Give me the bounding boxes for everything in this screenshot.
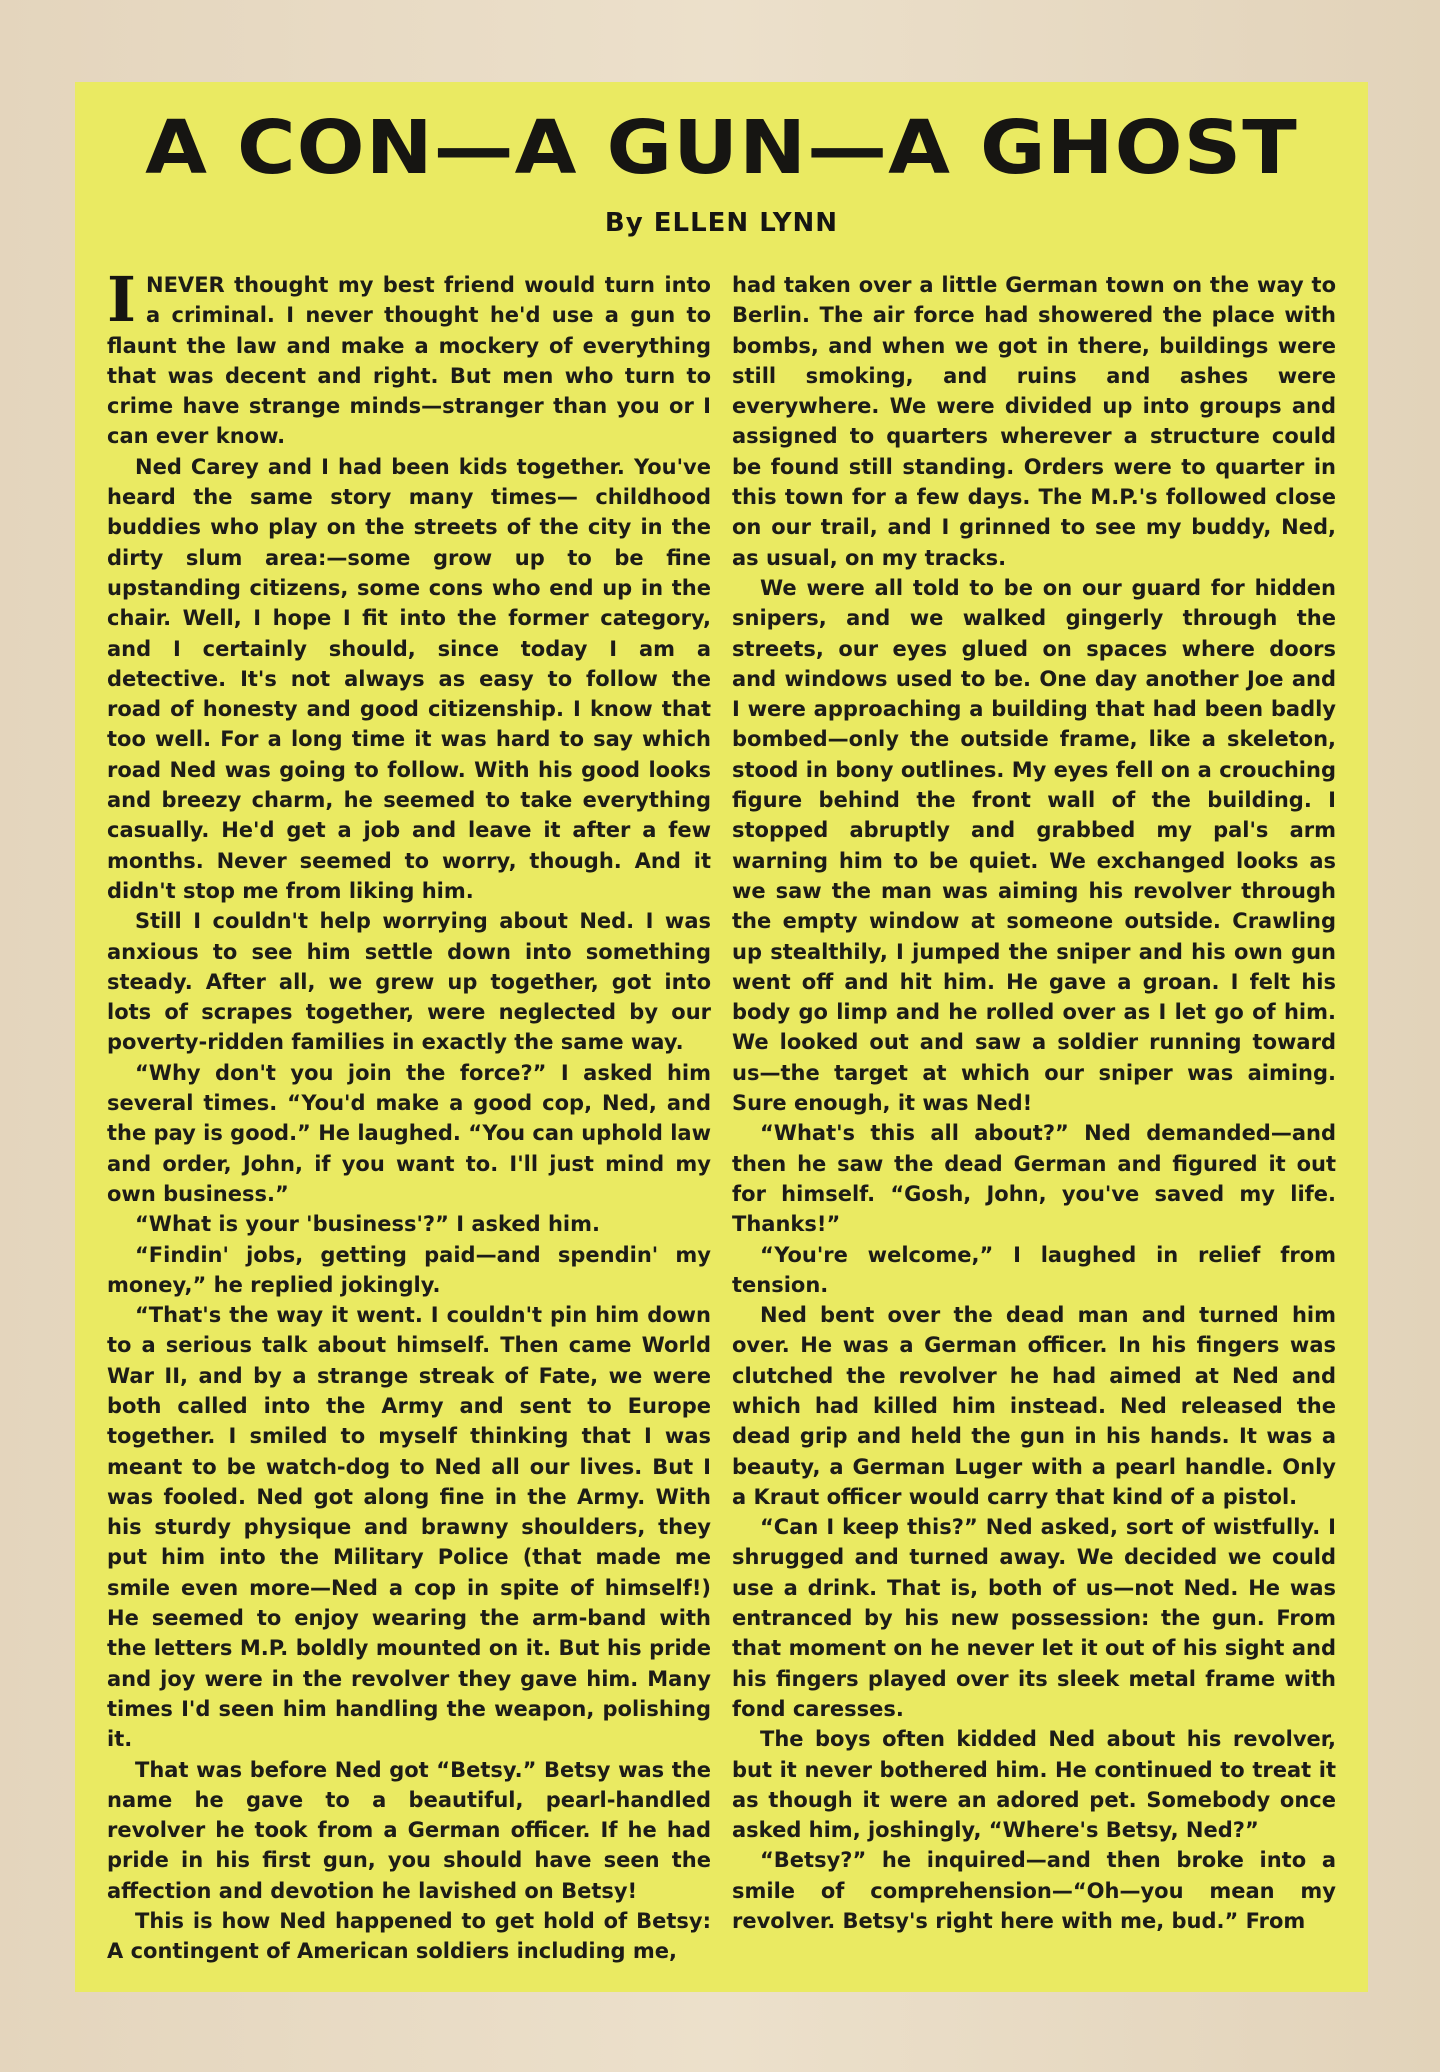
article-paragraph: had taken over a little German town on the way to Berlin. The air force had showered the place with bombs, and when we got in there, buildings were still smoking, and ruins and ashes were everywhere. We were divided up into groups and assigned to quarters wherever a structure could be found still standing. Orders were to quarter in this town for a few days. The M.P.'s followed close on our trail, and I grinned to see my buddy, Ned, as usual, on my tracks. bbox=[732, 273, 1336, 570]
article-paragraph: That was before Ned got “Betsy.” Betsy was the name he gave to a beautiful, pearl-handled revolver he took from a German officer. If he had pride in his first gun, you should have seen the affection and devotion he lavished on Betsy! bbox=[107, 1757, 711, 1903]
article-columns bbox=[107, 263, 1336, 1967]
article-paragraph: “That's the way it went. I couldn't pin him down to a serious talk about himself. Then came World War II, and by a strange streak of Fate, we were both called into the Army and sent to Europe together. I smiled to myself thinking that I was meant to be watch-dog to Ned all our lives. But I was fooled. Ned got along fine in the Army. With his sturdy physique and brawny shoulders, they put him into the Military Police (that made me smile even more—Ned a cop in spite of himself!) He seemed to enjoy wearing the arm-band with the letters M.P. boldly mounted on it. But his pride and joy were in the revolver they gave him. Many times I'd seen him handling the weapon, polishing it. bbox=[107, 1303, 711, 1752]
article-paragraph: “You're welcome,” I laughed in relief from tension. bbox=[732, 1242, 1336, 1297]
article-paragraph bbox=[107, 263, 711, 452]
article-panel bbox=[75, 82, 1368, 1992]
right-column bbox=[732, 270, 1336, 1967]
article-paragraph: Ned bent over the dead man and turned him over. He was a German officer. In his fingers was clutched the revolver he had aimed at Ned and which had killed him instead. Ned released the dead grip and held the gun in his hands. It was a beauty, a German Luger with a pearl handle. Only a Kraut officer would carry that kind of a pistol. bbox=[732, 1303, 1336, 1509]
article-paragraph: “What is your 'business'?” I asked him. bbox=[135, 1212, 600, 1237]
article-paragraph: This is how Ned happened to get hold of Betsy: A contingent of American soldiers including me, bbox=[107, 1909, 711, 1964]
article-paragraph: “Can I keep this?” Ned asked, sort of wistfully. I shrugged and turned away. We decided we could use a drink. That is, both of us—not Ned. He was entranced by his new possession: the gun. From that moment on he never let it out of his sight and his fingers played over its sleek metal frame with fond caresses. bbox=[732, 1515, 1336, 1721]
article-paragraph: “Betsy?” he inquired—and then broke into a smile of comprehension—“Oh—you mean my revolver. Betsy's right here with me, bud.” From bbox=[732, 1848, 1336, 1934]
article-title: A CON—A GUN—A GHOST bbox=[145, 105, 1298, 191]
article-paragraph: We were all told to be on our guard for hidden snipers, and we walked gingerly through the streets, our eyes glued on spaces where doors and windows used to be. One day another Joe and I were approaching a building that had been badly bombed—only the outside frame, like a skeleton, stood in bony outlines. My eyes fell on a crouching figure behind the front wall of the building. I stopped abruptly and grabbed my pal's arm warning him to be quiet. We exchanged looks as we saw the man was aiming his revolver through the empty window at someone outside. Crawling up stealthily, I jumped the sniper and his own gun went off and hit him. He gave a groan. I felt his body go limp and he rolled over as I let go of him. We looked out and saw a soldier running toward us—the target at which our sniper was aiming. Sure enough, it was Ned! bbox=[732, 575, 1336, 1116]
article-paragraph: Ned Carey and I had been kids together. You've heard the same story many times— childhood buddies who play on the streets of the city in the dirty slum area:—some grow up to be fine upstanding citizens, some cons who end up in the chair. Well, I hope I fit into the former category, and I certainly should, since today I am a detective. It's not always as easy to follow the road of honesty and good citizenship. I know that too well. For a long time it was hard to say which road Ned was going to follow. With his good looks and breezy charm, he seemed to take everything casually. He'd get a job and leave it after a few months. Never seemed to worry, though. And it didn't stop me from liking him. bbox=[107, 454, 711, 903]
article-paragraph: “Why don't you join the force?” I asked him several times. “You'd make a good cop, Ned, and the pay is good.” He laughed. “You can uphold law and order, John, if you want to. I'll just mind my own business.” bbox=[107, 1060, 711, 1206]
article-paragraph: The boys often kidded Ned about his revolver, but it never bothered him. He continued to treat it as though it were an adored pet. Somebody once asked him, joshingly, “Where's Betsy, Ned?” bbox=[732, 1727, 1336, 1843]
article-paragraph: Still I couldn't help worrying about Ned. I was anxious to see him settle down into something steady. After all, we grew up together, got into lots of scrapes together, were neglected by our poverty-ridden families in exactly the same way. bbox=[107, 909, 711, 1055]
paragraph-text: NEVER thought my best friend would turn into a criminal. I never thought he'd use a gun to flaunt the law and make a mockery of everything that was decent and right. But men who turn to crime have strange minds—stranger than you or I can ever know. bbox=[107, 273, 711, 449]
article-paragraph: “What's this all about?” Ned demanded—and then he saw the dead German and figured it out for himself. “Gosh, John, you've saved my life. Thanks!” bbox=[732, 1121, 1336, 1237]
left-column bbox=[107, 263, 711, 1967]
article-byline: By ELLEN LYNN bbox=[604, 208, 839, 238]
drop-cap: I bbox=[107, 263, 137, 336]
article-paragraph: “Findin' jobs, getting paid—and spendin' my money,” he replied jokingly. bbox=[107, 1242, 711, 1297]
